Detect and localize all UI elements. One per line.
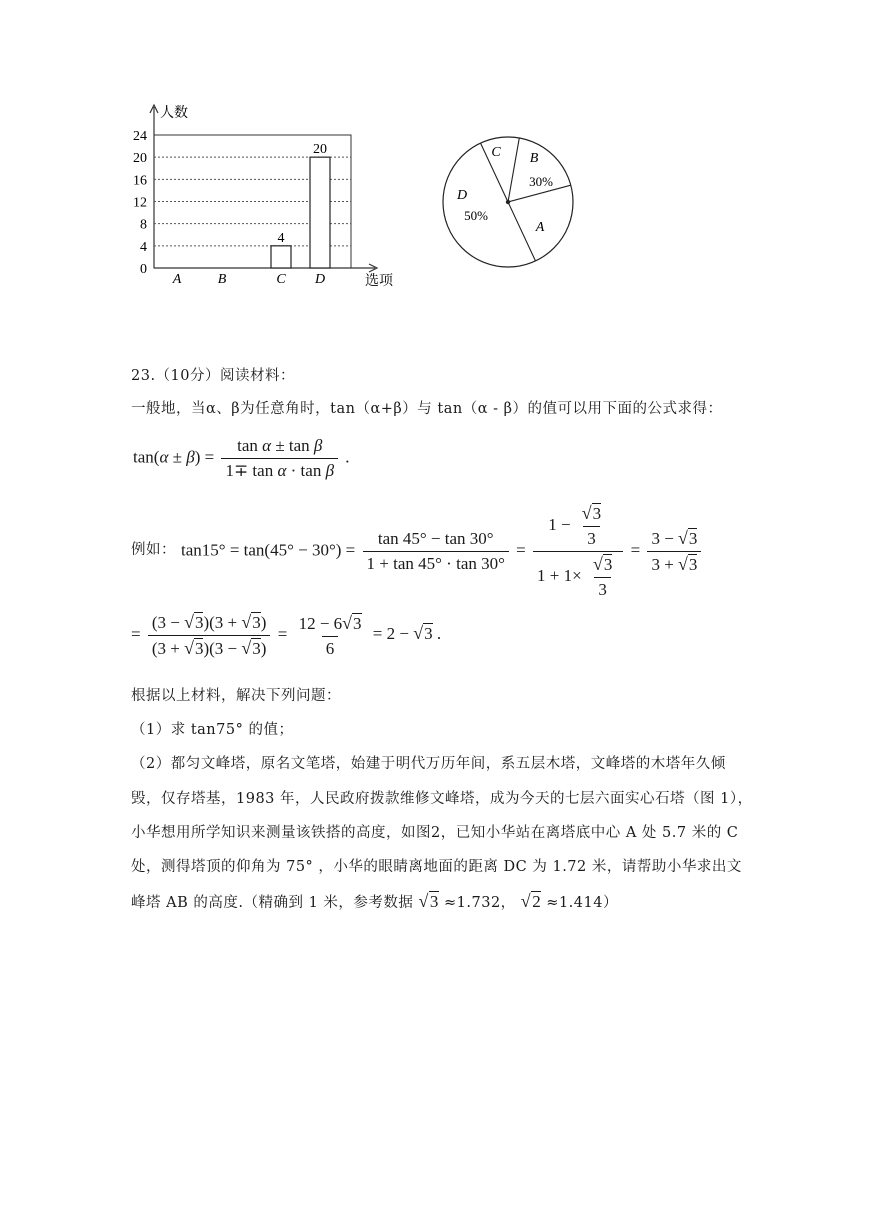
sum-formula: tan(α ± β) = $\frac{\text{tan α ± tan β}}{\text{1∓ tan α · tan β}}$ . bbox=[133, 436, 350, 480]
y-tick-label: 12 bbox=[133, 195, 147, 211]
bar bbox=[271, 246, 291, 268]
y-tick-label: 24 bbox=[133, 129, 147, 144]
example-formula-cont: = $\frac{(3 - √3)(3 + √3)}{(3 + √3)(3 - √3)}$ = $\frac{12 - 6√3}{6}$ = 2 − √3 . bbox=[131, 612, 442, 658]
x-axis-label: 选项 bbox=[365, 274, 393, 289]
y-axis-label: 人数 bbox=[160, 106, 188, 121]
y-tick-label: 20 bbox=[133, 151, 147, 167]
instruction: 根据以上材料，解决下列问题： bbox=[131, 688, 341, 704]
y-tick-label: 16 bbox=[133, 173, 147, 189]
problem-header: 23.（10分）阅读材料： bbox=[131, 368, 296, 384]
question-2-line-4: 处，测得塔顶的仰角为 75° ，小华的眼睛离地面的距离 DC 为 1.72 米，请帮助小华求出文 bbox=[131, 859, 742, 875]
bar-chart bbox=[120, 95, 410, 295]
question-2-line-5-b: ≈1.732， bbox=[444, 895, 516, 911]
x-tick-label: B bbox=[217, 272, 227, 287]
bar bbox=[310, 157, 330, 268]
pie-center bbox=[506, 200, 510, 204]
pie-percent-label: 30% bbox=[529, 174, 553, 189]
y-tick-label: 0 bbox=[140, 262, 147, 277]
pie-chart bbox=[430, 125, 590, 285]
pie-label: A bbox=[535, 220, 545, 235]
x-tick-label: D bbox=[314, 272, 326, 287]
y-tick-label: 4 bbox=[140, 239, 147, 255]
x-tick-label: C bbox=[276, 272, 286, 287]
question-2-line-1: （2）都匀文峰塔，原名文笔塔，始建于明代万历年间，系五层木塔，文峰塔的木塔年久倾 bbox=[131, 756, 726, 772]
question-2-line-5: 峰塔 AB 的高度.（精确到 1 米，参考数据 √3 ≈1.732， √2 ≈1.414） bbox=[131, 891, 618, 911]
question-2-line-3: 小华想用所学知识来测量该铁搭的高度，如图2，已知小华站在离塔底中心 A 处 5.7 米的 C bbox=[131, 825, 739, 841]
data-label: 20 bbox=[313, 142, 327, 158]
question-1: （1）求 tan75° 的值； bbox=[131, 722, 294, 738]
example-label: 例如： bbox=[131, 542, 176, 558]
y-tick-label: 8 bbox=[140, 217, 147, 233]
pie-label: B bbox=[529, 151, 539, 166]
question-2-line-2: 毁，仅存塔基，1983 年，人民政府拨款维修文峰塔，成为今天的七层六面实心石塔（图 1）， bbox=[131, 791, 753, 807]
question-2-line-5-c: ≈1.414） bbox=[546, 895, 618, 911]
example-formula: tan15° = tan(45° − 30°) = $\frac{\tan 45^\circ - \tan 30^\circ}{1 + \tan 45^\circ \cdot \tan 30^\circ}$ = 1 − $\frac{√3}{3}$ 1 + 1× $\frac{√3}{3}$ = $\frac{3 - √3}{3 + √3}$ bbox=[181, 503, 704, 600]
data-label: 4 bbox=[277, 230, 285, 246]
question-2-line-5-a: 峰塔 AB 的高度.（精确到 1 米，参考数据 bbox=[131, 895, 414, 911]
problem-intro: 一般地，当α、β为任意角时，tan（α+β）与 tan（α - β）的值可以用下面的公式求得： bbox=[131, 401, 723, 417]
pie-label: D bbox=[456, 188, 468, 203]
pie-percent-label: 50% bbox=[464, 208, 488, 223]
x-tick-label: A bbox=[172, 272, 182, 287]
pie-label: C bbox=[491, 145, 501, 160]
